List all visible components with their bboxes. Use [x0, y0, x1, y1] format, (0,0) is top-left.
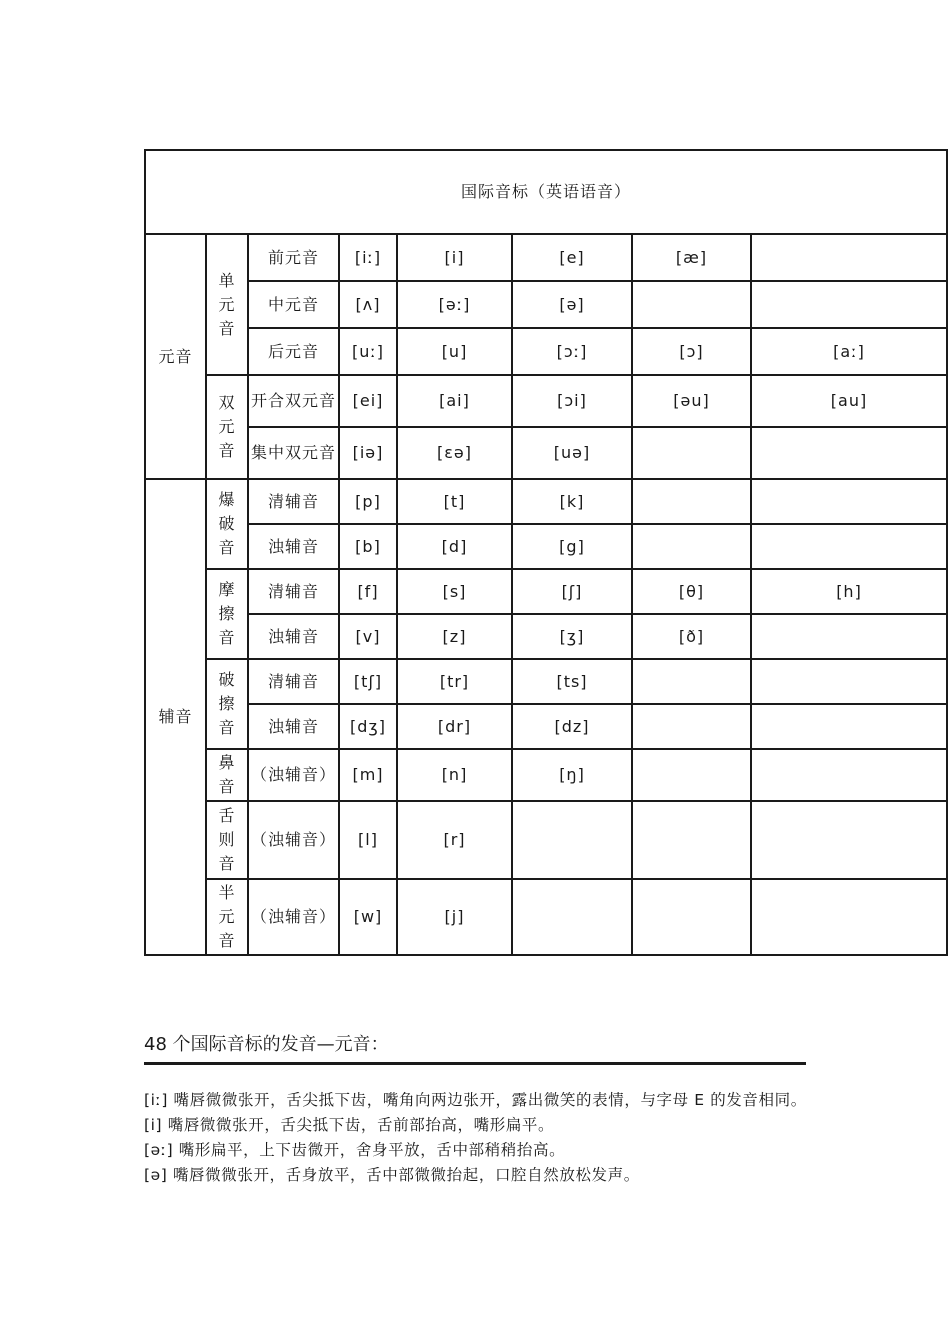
ipa-cell: [f]: [339, 569, 397, 614]
note-paragraph: [əː] 嘴形扁平，上下齿微开，舍身平放，舌中部稍稍抬高。: [144, 1141, 566, 1159]
row-label: 中元音: [248, 281, 339, 328]
ipa-cell: [632, 427, 751, 479]
category-label-diphthong: 双 元 音: [206, 375, 248, 479]
row-label: 清辅音: [248, 479, 339, 524]
ipa-cell: [u]: [397, 328, 512, 375]
ipa-cell: [au]: [751, 375, 947, 427]
ipa-cell: [tr]: [397, 659, 512, 704]
ipa-cell: [uː]: [339, 328, 397, 375]
category-label-affricate: 破 擦 音: [206, 659, 248, 749]
ipa-cell: [ts]: [512, 659, 632, 704]
ipa-cell: [æ]: [632, 234, 751, 281]
note-paragraph: [ə] 嘴唇微微张开，舌身放平，舌中部微微抬起，口腔自然放松发声。: [144, 1166, 640, 1184]
row-label: 开合双元音: [248, 375, 339, 427]
ipa-cell: [z]: [397, 614, 512, 659]
ipa-cell: [751, 659, 947, 704]
table-row: [145, 479, 947, 524]
ipa-cell: [632, 479, 751, 524]
ipa-cell: [iː]: [339, 234, 397, 281]
ipa-cell: [ʒ]: [512, 614, 632, 659]
table-row: [145, 569, 947, 614]
ipa-cell: [p]: [339, 479, 397, 524]
ipa-cell: [632, 524, 751, 569]
table-row: [145, 328, 947, 375]
ipa-cell: [l]: [339, 801, 397, 879]
table-row: [145, 749, 947, 801]
ipa-cell: [632, 749, 751, 801]
ipa-cell: [w]: [339, 879, 397, 955]
category-label-semivowel: 半 元 音: [206, 879, 248, 955]
ipa-cell: [t]: [397, 479, 512, 524]
note-paragraph: [i] 嘴唇微微张开，舌尖抵下齿，舌前部抬高，嘴形扁平。: [144, 1116, 555, 1134]
ipa-cell: [dʒ]: [339, 704, 397, 749]
table-row: [145, 427, 947, 479]
ipa-cell: [632, 704, 751, 749]
category-label-lateral: 舌 则 音: [206, 801, 248, 879]
row-label: 前元音: [248, 234, 339, 281]
table-row: [145, 801, 947, 879]
category-label-nasal: 鼻 音: [206, 749, 248, 801]
pronunciation-notes: [144, 1088, 808, 1188]
table-row: [145, 281, 947, 328]
row-label: 后元音: [248, 328, 339, 375]
ipa-cell: [751, 427, 947, 479]
note-paragraph: [iː] 嘴唇微微张开，舌尖抵下齿，嘴角向两边张开，露出微笑的表情，与字母 E 的发音相同。: [144, 1091, 807, 1109]
ipa-cell: [h]: [751, 569, 947, 614]
ipa-cell: [m]: [339, 749, 397, 801]
ipa-cell: [uə]: [512, 427, 632, 479]
ipa-cell: [751, 234, 947, 281]
group-label-consonants: 辅音: [145, 479, 206, 955]
ipa-cell: [εə]: [397, 427, 512, 479]
ipa-cell: [ɔ]: [632, 328, 751, 375]
ipa-cell: [751, 749, 947, 801]
ipa-cell: [632, 879, 751, 955]
ipa-cell: [i]: [397, 234, 512, 281]
table-title: 国际音标（英语语音）: [145, 150, 947, 234]
ipa-cell: [g]: [512, 524, 632, 569]
ipa-cell: [632, 801, 751, 879]
row-label: 清辅音: [248, 659, 339, 704]
ipa-cell: [ʌ]: [339, 281, 397, 328]
ipa-cell: [n]: [397, 749, 512, 801]
ipa-cell: [d]: [397, 524, 512, 569]
ipa-cell: [ʃ]: [512, 569, 632, 614]
ipa-cell: [ei]: [339, 375, 397, 427]
ipa-cell: [dz]: [512, 704, 632, 749]
table-row: [145, 234, 947, 281]
ipa-cell: [ə]: [512, 281, 632, 328]
ipa-cell: [ɔi]: [512, 375, 632, 427]
ipa-cell: [751, 614, 947, 659]
ipa-cell: [632, 281, 751, 328]
row-label: （浊辅音）: [248, 749, 339, 801]
ipa-cell: [e]: [512, 234, 632, 281]
ipa-cell: [ɔː]: [512, 328, 632, 375]
ipa-cell: [751, 524, 947, 569]
ipa-cell: [θ]: [632, 569, 751, 614]
table-row: [145, 524, 947, 569]
table-row: [145, 614, 947, 659]
row-label: 浊辅音: [248, 614, 339, 659]
ipa-table: [144, 149, 948, 956]
ipa-cell: [əu]: [632, 375, 751, 427]
row-label: （浊辅音）: [248, 801, 339, 879]
ipa-cell: [751, 801, 947, 879]
category-label-plosive: 爆 破 音: [206, 479, 248, 569]
ipa-cell: [751, 281, 947, 328]
table-row: [145, 375, 947, 427]
ipa-cell: [ð]: [632, 614, 751, 659]
table-row: [145, 704, 947, 749]
ipa-cell: [ai]: [397, 375, 512, 427]
ipa-cell: [k]: [512, 479, 632, 524]
ipa-cell: [b]: [339, 524, 397, 569]
row-label: 浊辅音: [248, 704, 339, 749]
row-label: 集中双元音: [248, 427, 339, 479]
ipa-cell: [əː]: [397, 281, 512, 328]
ipa-cell: [r]: [397, 801, 512, 879]
ipa-cell: [v]: [339, 614, 397, 659]
ipa-cell: [dr]: [397, 704, 512, 749]
table-row: [145, 659, 947, 704]
group-label-vowels: 元音: [145, 234, 206, 479]
category-label-fricative: 摩 擦 音: [206, 569, 248, 659]
row-label: （浊辅音）: [248, 879, 339, 955]
ipa-cell: [751, 704, 947, 749]
ipa-cell: [512, 879, 632, 955]
ipa-cell: [ŋ]: [512, 749, 632, 801]
row-label: 清辅音: [248, 569, 339, 614]
ipa-cell: [s]: [397, 569, 512, 614]
section-heading: 48 个国际音标的发音—元音：: [144, 1030, 806, 1065]
ipa-cell: [aː]: [751, 328, 947, 375]
category-label-monophthong: 单 元 音: [206, 234, 248, 375]
ipa-cell: [tʃ]: [339, 659, 397, 704]
table-row: [145, 879, 947, 955]
ipa-cell: [512, 801, 632, 879]
ipa-cell: [iə]: [339, 427, 397, 479]
ipa-cell: [751, 479, 947, 524]
row-label: 浊辅音: [248, 524, 339, 569]
ipa-cell: [632, 659, 751, 704]
ipa-cell: [751, 879, 947, 955]
ipa-cell: [j]: [397, 879, 512, 955]
